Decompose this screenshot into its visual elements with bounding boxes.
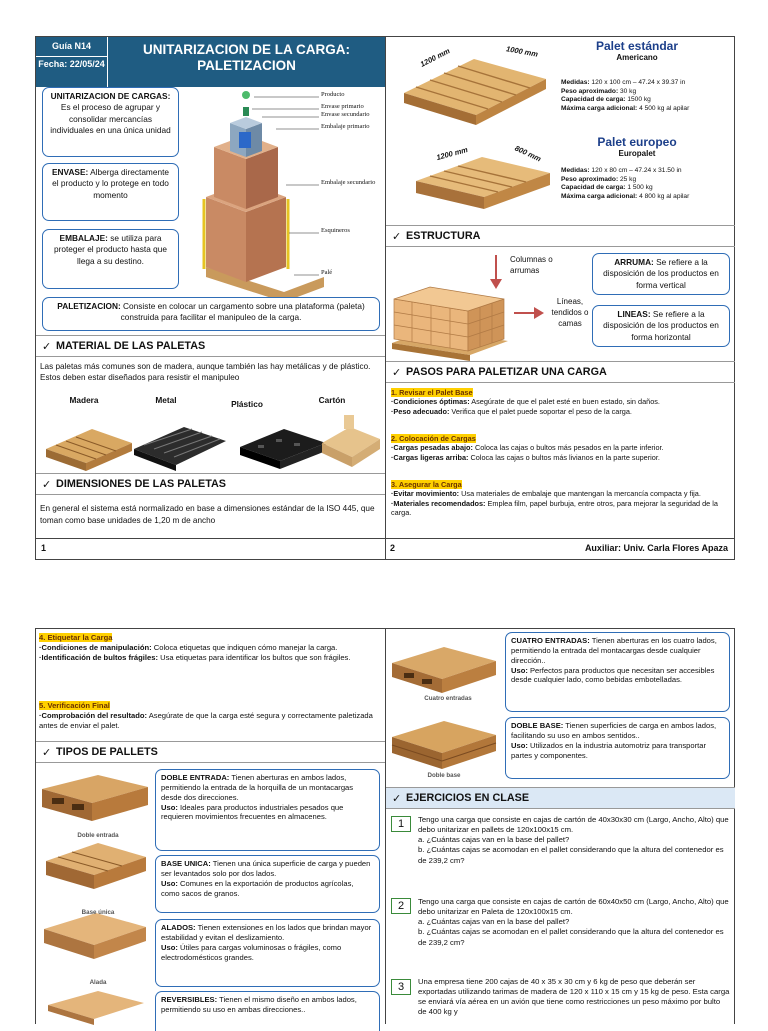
def-term: UNITARIZACION DE CARGAS:	[50, 91, 171, 101]
exercise-question-b: b. ¿Cuántas cajas se acomodan en el pallet considerando que la altura del contenedor es de 239,2 cm?	[418, 927, 724, 947]
exercise-question-a: a. ¿Cuántas cajas van en la base del pallet?	[418, 917, 570, 927]
paso-text: Asegúrate de que la carga esté segura y correctamente paletizada antes de enviar el palet.	[39, 710, 373, 730]
paso-heading: 2. Colocación de Cargas	[391, 434, 476, 443]
exercise-question-b: b. ¿Cuántas cajas se acomodan en el pallet considerando que la altura del contenedor es de 239,2 cm?	[418, 845, 724, 865]
paso-text: Asegúrate de que el palet esté en buen estado, sin daños.	[469, 397, 660, 407]
guide-page-top	[35, 36, 735, 560]
paso-text: Verifica que el palet puede soportar el peso de la carga.	[449, 406, 632, 416]
material-pallet-images	[44, 409, 380, 471]
dimensiones-text: En general el sistema está normalizado en base a dimensiones estándar de la ISO 445, que toman como base unidades de 1,20 m de ancho	[40, 504, 375, 525]
def-term: LINEAS:	[617, 309, 651, 319]
label-envase-primario: Envase primario	[321, 103, 364, 110]
column-divider	[385, 629, 386, 1024]
paso-heading: 4. Etiquetar la Carga	[39, 633, 113, 642]
section-tipos-header	[36, 741, 385, 763]
paso-heading: 1. Revisar el Palet Base	[391, 388, 473, 397]
check-icon: ✓	[42, 746, 52, 759]
label-producto: Producto	[321, 91, 345, 98]
exercise-statement: Tengo una carga que consiste en cajas de cartón de 40x30x30 cm (Largo, Ancho, Alto) que debo unitarizar en pallets de 120x100x15 cm.	[418, 815, 729, 835]
column-divider	[385, 37, 386, 559]
guide-number-box	[36, 37, 108, 87]
base-unica-caption: Base única	[81, 909, 115, 916]
paso-heading: 3. Asegurar la Carga	[391, 480, 462, 489]
spec-key: Máxima carga adicional:	[561, 104, 638, 112]
tipo-text: Tienen aberturas en ambos lados, permitiendo la entrada de la horquilla de un montacargas desde dos direcciones.	[161, 773, 354, 802]
spec-key: Capacidad de carga:	[561, 184, 626, 192]
guide-header	[36, 37, 385, 87]
section-title: MATERIAL DE LAS PALETAS	[56, 340, 206, 352]
tipo-base-unica	[155, 855, 380, 913]
tipo-term: ALADOS:	[161, 923, 196, 932]
exercise-1	[418, 815, 730, 866]
spec-value: 4 500 kg al apilar	[637, 104, 690, 112]
spec-value: 4 800 kg al apilar	[637, 192, 690, 200]
tipo-text: Tienen el mismo diseño en ambos lados, permitiendo su uso en ambas direcciones..	[161, 995, 357, 1014]
section-title: EJERCICIOS EN CLASE	[406, 792, 530, 804]
section-estructura-header	[386, 225, 735, 247]
tipo-term: DOBLE ENTRADA:	[161, 773, 230, 782]
uso-text: Perfectos para productos que necesitan ser accesibles desde cualquier lado, como bebidas embotelladas.	[511, 665, 715, 685]
material-madera-label: Madera	[69, 395, 99, 405]
tipo-doble-base	[505, 717, 730, 779]
label-envase-secundario: Envase secundario	[321, 111, 370, 118]
label-esquineros: Esquineros	[321, 227, 350, 234]
doble-base-image	[392, 721, 496, 769]
def-term: ENVASE:	[52, 167, 89, 177]
spec-line	[561, 105, 689, 114]
doble-base-caption: Doble base	[427, 772, 461, 779]
material-metal-label: Metal	[155, 395, 177, 405]
tipo-text: Tienen extensiones en los lados que brindan mayor estabilidad y evitan el deslizamiento.	[161, 923, 372, 942]
def-embalaje	[42, 229, 179, 289]
eu-pallet-title: Palet europeo	[597, 135, 677, 149]
spec-value: 30 kg	[618, 87, 637, 95]
spec-line	[561, 79, 689, 88]
exercise-statement: Una empresa tiene 200 cajas de 40 x 35 x 30 cm y 6 kg de peso que deberán ser exportadas utilizando tarimas de madera de 120 x 110 x 15 cm y 15 kg de peso. Esta carga se enviará vía aérea en un avión que tiene como restricciones un peso máximo por bulto de 400 kg y	[418, 977, 730, 1017]
def-text: Alberga directamente el producto y lo protege en todo momento	[52, 167, 169, 200]
std-pallet-subtitle: Americano	[616, 53, 658, 62]
uso-label: Uso:	[511, 665, 528, 675]
exercise-question-a: a. ¿Cuántas cajas van en la base del pallet?	[418, 835, 570, 845]
tipo-text: Tienen superficies de carga en ambos lados, facilitando su uso en ambos sentidos..	[511, 721, 717, 740]
columnas-label: Columnas o arrumas	[510, 255, 553, 275]
uso-label: Uso:	[161, 802, 178, 812]
pallet-type-images-right	[388, 633, 500, 783]
paso-key: ·Condiciones de manipulación:	[39, 642, 152, 652]
material-text: Las paletas más comunes son de madera, aunque también las hay metálicas y de plástico. Estos deben estar diseñados para resistir el manipuleo	[40, 362, 371, 383]
def-arruma	[592, 253, 730, 295]
paso-key: ·Peso adecuado:	[391, 406, 450, 416]
uso-text: Utilizados en la industria automotriz para transportar partes y componentes.	[511, 740, 706, 760]
label-embalaje-secundario: Embalaje secundario	[321, 179, 376, 186]
spec-key: Medidas:	[561, 167, 590, 174]
cardboard-pallet-image	[322, 415, 380, 467]
doble-entrada-caption: Doble entrada	[77, 832, 119, 839]
paso-text: Coloca las cajas o bultos más pesados en la parte inferior.	[472, 443, 664, 453]
euro-pallet-image	[416, 157, 550, 209]
exercise-number-1: 1	[391, 816, 411, 832]
paso-text: Coloca las cajas o bultos más livianos en la parte superior.	[468, 452, 660, 462]
spec-line	[561, 176, 689, 185]
spec-line	[561, 96, 689, 105]
tipo-doble-entrada	[155, 769, 380, 851]
paso-text: Usa materiales de embalaje que mantengan la mercancía compacta y fija.	[459, 489, 701, 499]
metal-pallet-image	[134, 427, 226, 471]
check-icon: ✓	[392, 366, 402, 379]
check-icon: ✓	[392, 792, 402, 805]
def-term: ARRUMA:	[614, 257, 654, 267]
std-dim-width: 1000 mm	[505, 44, 539, 59]
base-unica-image	[46, 843, 146, 889]
cuatro-entradas-caption: Cuatro entradas	[424, 695, 472, 702]
eu-pallet-title-block	[592, 135, 682, 158]
uso-text: Comunes en la exportación de productos agrícolas, como sacos de granos.	[161, 878, 354, 898]
paso-key: ·Condiciones óptimas:	[391, 397, 470, 407]
def-text: Se refiere a la disposición de los productos en forma horizontal	[603, 309, 719, 342]
paso-4	[39, 633, 383, 663]
alados-image	[44, 913, 146, 959]
eu-pallet-subtitle: Europalet	[618, 149, 656, 158]
uso-label: Uso:	[161, 878, 178, 888]
def-text: Consiste en colocar un cargamento sobre una plataforma (paleta) construida para facilitar el manipuleo de la carga.	[120, 301, 365, 323]
paso-key: ·Comprobación del resultado:	[39, 710, 148, 720]
paso-key: ·Cargas ligeras arriba:	[391, 452, 469, 462]
lineas-label: Líneas, tendidos o camas	[551, 297, 589, 328]
exercise-number-3: 3	[391, 979, 411, 995]
doble-entrada-image	[42, 775, 148, 821]
material-plastico-label: Plástico	[231, 399, 263, 409]
def-text: Se refiere a la disposición de los productos en forma vertical	[603, 257, 719, 290]
american-pallet-image	[404, 59, 546, 125]
paso-2	[391, 434, 733, 462]
spec-value: 120 x 100 cm – 47.24 x 39.37 in	[589, 79, 686, 86]
pallet-dimension-images	[396, 41, 586, 226]
section-title: PASOS PARA PALETIZAR UNA CARGA	[406, 366, 607, 378]
auxiliar-name: Univ. Carla Flores Apaza	[620, 543, 728, 553]
tipo-term: CUATRO ENTRADAS:	[511, 636, 590, 645]
check-icon: ✓	[42, 478, 52, 491]
label-embalaje-primario: Embalaje primario	[321, 123, 370, 130]
exercise-3	[418, 977, 730, 1018]
material-carton-label: Cartón	[318, 395, 346, 405]
spec-line	[561, 88, 689, 97]
section-title: ESTRUCTURA	[406, 230, 481, 242]
section-material-header	[36, 335, 385, 357]
paso-3	[391, 480, 733, 518]
paso-key: ·Cargas pesadas abajo:	[391, 443, 473, 453]
spec-line	[561, 184, 689, 193]
spec-line	[561, 193, 689, 202]
section-title: TIPOS DE PALLETS	[56, 746, 158, 758]
spec-value: 120 x 80 cm – 47.24 x 31.50 in	[589, 167, 682, 174]
tipo-text: Tienen una única superficie de carga y pueden ser levantados solo por dos lados.	[161, 859, 371, 878]
def-text: Es el proceso de agrupar y consolidar mercancías individuales en una única unidad	[50, 102, 171, 136]
std-pallet-title-block	[592, 39, 682, 62]
def-text: se utiliza para proteger el producto hasta que llega a su destino.	[53, 233, 167, 266]
section-pasos-header	[386, 361, 735, 383]
uso-label: Uso:	[511, 740, 528, 750]
spec-key: Peso aproximado:	[561, 87, 619, 95]
wood-pallet-image	[46, 429, 132, 471]
page-number-2: 2	[390, 543, 396, 553]
paso-key: ·Identificación de bultos frágiles:	[39, 652, 158, 662]
def-term: EMBALAJE:	[59, 233, 108, 243]
check-icon: ✓	[42, 340, 52, 353]
paso-key: ·Evitar movimiento:	[391, 489, 460, 499]
uso-text: Útiles para cargas voluminosas o frágiles, como electrodomésticos grandes.	[161, 942, 342, 962]
spec-line	[561, 167, 689, 176]
box-stack	[394, 287, 504, 351]
section-dimensiones-header	[36, 473, 385, 495]
def-unitarizacion	[42, 87, 179, 157]
def-term: PALETIZACION:	[57, 301, 121, 311]
footer-divider	[36, 538, 735, 539]
auxiliar-credit	[585, 543, 728, 553]
plastic-pallet-image	[240, 429, 326, 469]
page-title: UNITARIZACION DE LA CARGA: PALETIZACION	[143, 42, 350, 73]
eu-dim-width: 800 mm	[513, 143, 543, 164]
paso-text: Usa etiquetas para identificar los bultos que son frágiles.	[157, 652, 351, 662]
auxiliar-label: Auxiliar:	[584, 543, 621, 553]
tipo-text: Tienen aberturas en los cuatro lados, permitiendo la entrada del montacargas desde cualquier dirección..	[511, 636, 717, 665]
paso-key: ·Materiales recomendados:	[391, 498, 486, 508]
std-pallet-title: Palet estándar	[595, 39, 679, 53]
guide-date: Fecha: 22/05/24	[38, 59, 105, 69]
packaging-hierarchy-diagram	[184, 87, 384, 297]
pallet-type-images-left	[38, 769, 152, 1025]
tipo-cuatro-entradas	[505, 632, 730, 712]
section-ejercicios-header	[386, 787, 735, 809]
uso-label: Uso:	[161, 942, 178, 952]
exercise-statement: Tengo una carga que consiste en cajas de cartón de 60x40x50 cm (Largo, Ancho, Alto) que debo unitarizar en Paleta de 120x100x15 cm.	[418, 897, 729, 917]
std-dim-length: 1200 mm	[418, 46, 452, 69]
spec-key: Medidas:	[561, 79, 590, 86]
check-icon: ✓	[392, 230, 402, 243]
tipo-reversibles	[155, 991, 380, 1031]
spec-value: 1 500 kg	[625, 184, 653, 192]
uso-text: Ideales para productos industriales pesados que requieren movimientos frecuentes en almacenes.	[161, 802, 344, 822]
guide-number: Guía N14	[36, 37, 107, 57]
exercise-2	[418, 897, 730, 948]
spec-value: 1500 kg	[625, 96, 651, 104]
spec-key: Capacidad de carga:	[561, 96, 626, 104]
page-number-1: 1	[41, 543, 47, 553]
def-paletizacion	[42, 297, 380, 331]
spec-key: Peso aproximado:	[561, 175, 619, 183]
reversibles-image	[48, 991, 144, 1025]
paso-text: Coloca etiquetas que indiquen cómo manejar la carga.	[151, 642, 338, 652]
exercise-number-2: 2	[391, 898, 411, 914]
paso-heading: 5. Verificación Final	[39, 701, 110, 710]
def-lineas	[592, 305, 730, 347]
eu-dim-length: 1200 mm	[435, 144, 469, 163]
tipo-term: BASE UNICA:	[161, 859, 211, 868]
paso-5	[39, 701, 383, 731]
spec-key: Máxima carga adicional:	[561, 192, 638, 200]
paso-text: Emplea film, papel burbuja, entre otros, para mejorar la seguridad de la carga.	[391, 498, 718, 518]
tipo-term: DOBLE BASE:	[511, 721, 564, 730]
paso-1	[391, 388, 733, 416]
eu-pallet-specs	[561, 167, 689, 201]
std-pallet-specs	[561, 79, 689, 113]
def-envase	[42, 163, 179, 221]
cuatro-entradas-image	[392, 647, 496, 693]
section-title: DIMENSIONES DE LAS PALETAS	[56, 478, 227, 490]
tipo-term: REVERSIBLES:	[161, 995, 218, 1004]
guide-page-bottom	[35, 628, 735, 1024]
tipo-alados	[155, 919, 380, 987]
label-pale: Palé	[321, 269, 333, 276]
alados-caption: Alada	[89, 979, 107, 986]
spec-value: 25 kg	[618, 175, 637, 183]
